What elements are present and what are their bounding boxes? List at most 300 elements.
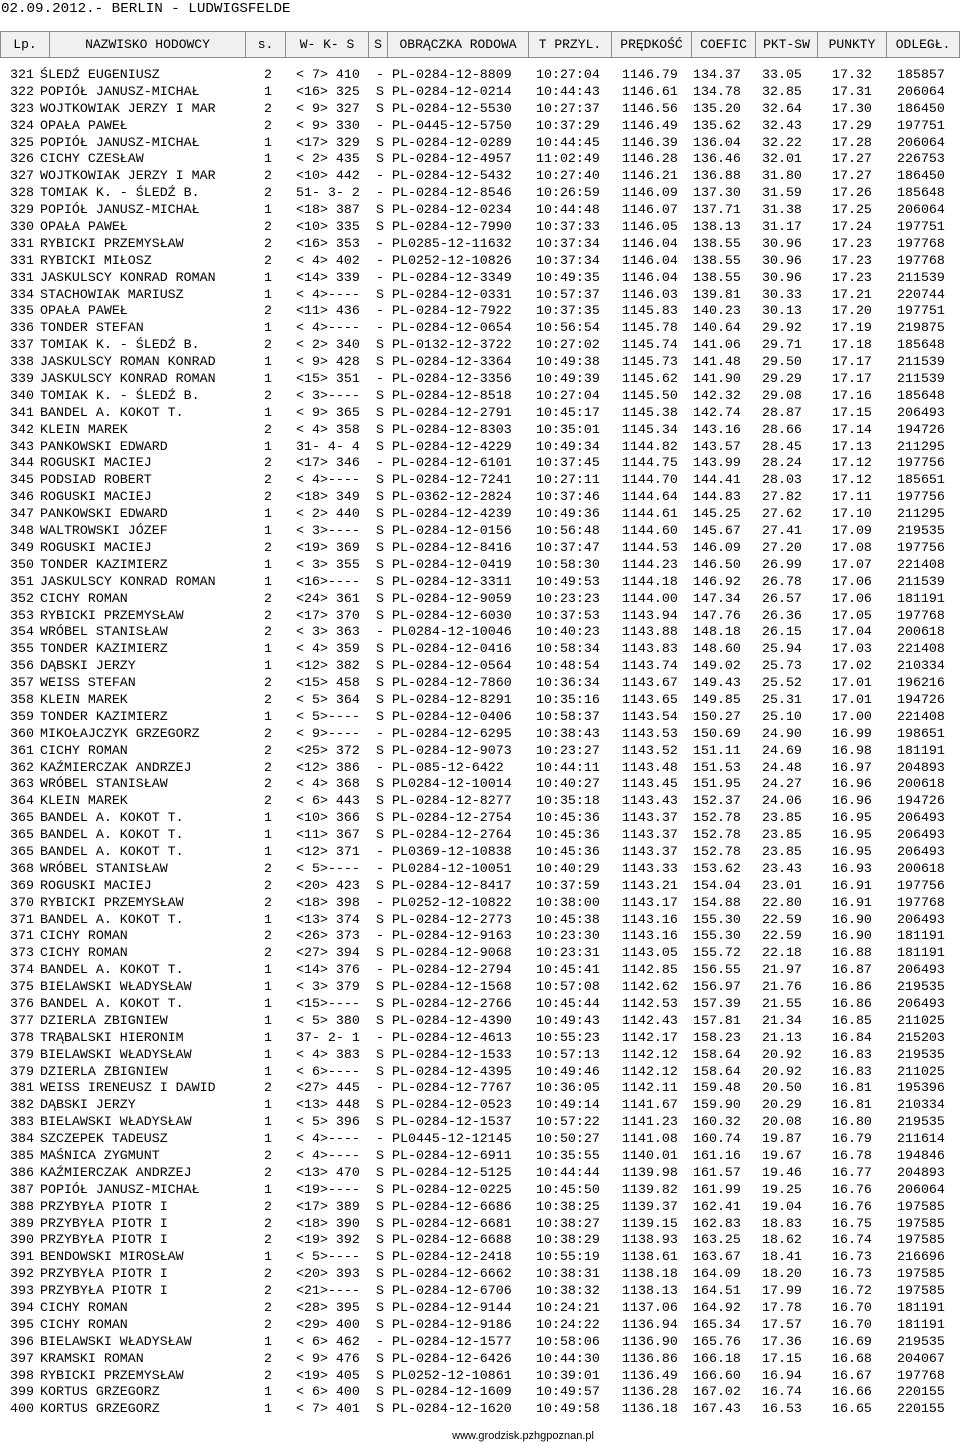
cell-punkty: 16.83 bbox=[832, 1046, 872, 1062]
cell-s: 2 bbox=[264, 539, 272, 555]
cell-pktsw: 28.03 bbox=[762, 472, 802, 488]
cell-pktsw: 28.87 bbox=[762, 404, 802, 420]
cell-przyl: 10:45:44 bbox=[536, 995, 600, 1011]
cell-s2: S bbox=[376, 1198, 384, 1214]
cell-wks: <29> 400 bbox=[296, 1316, 360, 1332]
cell-nazwisko: BANDEL A. KOKOT T. bbox=[40, 995, 184, 1011]
cell-predkosc: 1143.74 bbox=[622, 658, 678, 674]
cell-odlegl: 197768 bbox=[897, 235, 945, 251]
cell-punkty: 16.98 bbox=[832, 742, 872, 758]
cell-obraczka: PL-0284-12-5530 bbox=[392, 100, 512, 116]
cell-lp: 345 bbox=[10, 472, 34, 488]
cell-s: 2 bbox=[264, 1198, 272, 1214]
cell-punkty: 16.95 bbox=[832, 843, 872, 859]
cell-lp: 339 bbox=[10, 371, 34, 387]
cell-lp: 388 bbox=[10, 1198, 34, 1214]
table-row bbox=[0, 1351, 960, 1368]
cell-wks: <17> 346 bbox=[296, 455, 360, 471]
cell-wks: < 3>---- bbox=[296, 387, 360, 403]
table-row bbox=[0, 810, 960, 827]
cell-pktsw: 28.45 bbox=[762, 438, 802, 454]
cell-s2: S bbox=[376, 1232, 384, 1248]
cell-nazwisko: ROGUSKI MACIEJ bbox=[40, 539, 152, 555]
cell-predkosc: 1146.04 bbox=[622, 252, 678, 268]
cell-wks: <13> 470 bbox=[296, 1164, 360, 1180]
cell-s: 1 bbox=[264, 1063, 272, 1079]
cell-s: 1 bbox=[264, 995, 272, 1011]
cell-odlegl: 219875 bbox=[897, 320, 945, 336]
cell-przyl: 10:45:41 bbox=[536, 962, 600, 978]
cell-s2: S bbox=[376, 573, 384, 589]
table-row bbox=[0, 523, 960, 540]
cell-punkty: 17.23 bbox=[832, 235, 872, 251]
cell-obraczka: PL0285-12-11632 bbox=[392, 235, 512, 251]
cell-przyl: 10:55:19 bbox=[536, 1249, 600, 1265]
cell-nazwisko: CICHY ROMAN bbox=[40, 1300, 128, 1316]
cell-obraczka: PL-0284-12-6662 bbox=[392, 1266, 512, 1282]
cell-nazwisko: PRZYBYŁA PIOTR I bbox=[40, 1215, 168, 1231]
cell-przyl: 10:48:54 bbox=[536, 658, 600, 674]
cell-obraczka: PL-0284-12-2773 bbox=[392, 911, 512, 927]
cell-lp: 353 bbox=[10, 607, 34, 623]
cell-predkosc: 1145.38 bbox=[622, 404, 678, 420]
cell-obraczka: PL-0284-12-2754 bbox=[392, 810, 512, 826]
cell-odlegl: 204893 bbox=[897, 759, 945, 775]
cell-obraczka: PL-0284-12-6686 bbox=[392, 1198, 512, 1214]
cell-pktsw: 32.22 bbox=[762, 134, 802, 150]
cell-przyl: 10:38:43 bbox=[536, 725, 600, 741]
cell-s: 2 bbox=[264, 472, 272, 488]
cell-s2: S bbox=[376, 134, 384, 150]
cell-przyl: 10:23:31 bbox=[536, 945, 600, 961]
cell-nazwisko: CICHY ROMAN bbox=[40, 1316, 128, 1332]
cell-przyl: 10:37:46 bbox=[536, 489, 600, 505]
table-row bbox=[0, 945, 960, 962]
table-row bbox=[0, 439, 960, 456]
cell-obraczka: PL-085-12-6422 bbox=[392, 759, 504, 775]
cell-predkosc: 1146.21 bbox=[622, 168, 678, 184]
cell-punkty: 17.28 bbox=[832, 134, 872, 150]
cell-nazwisko: MIKOŁAJCZYK GRZEGORZ bbox=[40, 725, 200, 741]
cell-s: 1 bbox=[264, 134, 272, 150]
cell-coefic: 149.85 bbox=[693, 691, 741, 707]
cell-odlegl: 197585 bbox=[897, 1266, 945, 1282]
cell-coefic: 134.78 bbox=[693, 83, 741, 99]
cell-nazwisko: PANKOWSKI EDWARD bbox=[40, 438, 168, 454]
cell-lp: 351 bbox=[10, 573, 34, 589]
cell-s2: S bbox=[376, 1063, 384, 1079]
cell-punkty: 17.02 bbox=[832, 658, 872, 674]
cell-przyl: 10:37:34 bbox=[536, 252, 600, 268]
cell-nazwisko: WEISS STEFAN bbox=[40, 675, 136, 691]
cell-pktsw: 16.74 bbox=[762, 1384, 802, 1400]
cell-pktsw: 25.73 bbox=[762, 658, 802, 674]
cell-obraczka: PL-0284-12-0234 bbox=[392, 202, 512, 218]
cell-predkosc: 1142.43 bbox=[622, 1012, 678, 1028]
cell-przyl: 10:50:27 bbox=[536, 1131, 600, 1147]
table-row bbox=[0, 591, 960, 608]
cell-s: 2 bbox=[264, 1283, 272, 1299]
cell-nazwisko: TOMIAK K. - ŚLEDŹ B. bbox=[40, 337, 200, 353]
cell-pktsw: 33.05 bbox=[762, 67, 802, 82]
cell-pktsw: 32.01 bbox=[762, 151, 802, 167]
cell-punkty: 17.01 bbox=[832, 675, 872, 691]
cell-nazwisko: BIELAWSKI WŁADYSŁAW bbox=[40, 1114, 192, 1130]
cell-s: 1 bbox=[264, 1114, 272, 1130]
cell-pktsw: 30.96 bbox=[762, 252, 802, 268]
cell-obraczka: PL-0284-12-6101 bbox=[392, 455, 512, 471]
cell-predkosc: 1143.37 bbox=[622, 827, 678, 843]
cell-predkosc: 1138.93 bbox=[622, 1232, 678, 1248]
cell-obraczka: PL-0284-12-9163 bbox=[392, 928, 512, 944]
table-row bbox=[0, 1401, 960, 1418]
cell-s2: S bbox=[376, 337, 384, 353]
cell-przyl: 10:55:23 bbox=[536, 1029, 600, 1045]
cell-predkosc: 1144.60 bbox=[622, 523, 678, 539]
cell-obraczka: PL-0284-12-9186 bbox=[392, 1316, 512, 1332]
table-row bbox=[0, 1182, 960, 1199]
cell-odlegl: 197768 bbox=[897, 607, 945, 623]
cell-coefic: 154.04 bbox=[693, 877, 741, 893]
cell-coefic: 137.30 bbox=[693, 185, 741, 201]
table-row bbox=[0, 793, 960, 810]
cell-nazwisko: PRZYBYŁA PIOTR I bbox=[40, 1232, 168, 1248]
cell-odlegl: 200618 bbox=[897, 776, 945, 792]
cell-coefic: 144.83 bbox=[693, 489, 741, 505]
cell-pktsw: 24.90 bbox=[762, 725, 802, 741]
header-s2: S bbox=[369, 32, 388, 57]
cell-punkty: 17.09 bbox=[832, 523, 872, 539]
cell-odlegl: 200618 bbox=[897, 624, 945, 640]
cell-s: 2 bbox=[264, 877, 272, 893]
cell-s: 2 bbox=[264, 675, 272, 691]
cell-punkty: 17.31 bbox=[832, 83, 872, 99]
cell-s2: S bbox=[376, 556, 384, 572]
cell-s2: S bbox=[376, 472, 384, 488]
table-row bbox=[0, 1047, 960, 1064]
cell-lp: 352 bbox=[10, 590, 34, 606]
cell-lp: 382 bbox=[10, 1097, 34, 1113]
cell-punkty: 16.90 bbox=[832, 911, 872, 927]
cell-wks: <18> 390 bbox=[296, 1215, 360, 1231]
cell-s2: S bbox=[376, 219, 384, 235]
cell-s2: - bbox=[376, 1080, 384, 1096]
cell-s: 1 bbox=[264, 810, 272, 826]
cell-s2: - bbox=[376, 371, 384, 387]
cell-s2: S bbox=[376, 1164, 384, 1180]
cell-punkty: 16.73 bbox=[832, 1249, 872, 1265]
cell-przyl: 10:27:04 bbox=[536, 67, 600, 82]
cell-obraczka: PL-0284-12-9144 bbox=[392, 1300, 512, 1316]
cell-obraczka: PL-0362-12-2824 bbox=[392, 489, 512, 505]
cell-predkosc: 1145.74 bbox=[622, 337, 678, 353]
cell-coefic: 138.55 bbox=[693, 235, 741, 251]
cell-predkosc: 1145.34 bbox=[622, 421, 678, 437]
cell-obraczka: PL0284-12-10051 bbox=[392, 860, 512, 876]
cell-obraczka: PL-0284-12-4229 bbox=[392, 438, 512, 454]
page-title: 02.09.2012.- BERLIN - LUDWIGSFELDE bbox=[1, 1, 291, 17]
cell-predkosc: 1146.28 bbox=[622, 151, 678, 167]
cell-wks: <20> 393 bbox=[296, 1266, 360, 1282]
cell-pktsw: 18.41 bbox=[762, 1249, 802, 1265]
cell-pktsw: 29.50 bbox=[762, 354, 802, 370]
cell-coefic: 141.90 bbox=[693, 371, 741, 387]
cell-odlegl: 197751 bbox=[897, 219, 945, 235]
cell-pktsw: 18.62 bbox=[762, 1232, 802, 1248]
cell-punkty: 16.81 bbox=[832, 1097, 872, 1113]
cell-predkosc: 1143.21 bbox=[622, 877, 678, 893]
cell-przyl: 10:40:29 bbox=[536, 860, 600, 876]
table-row bbox=[0, 675, 960, 692]
cell-przyl: 10:27:02 bbox=[536, 337, 600, 353]
cell-obraczka: PL-0284-12-8303 bbox=[392, 421, 512, 437]
cell-nazwisko: KLEIN MAREK bbox=[40, 691, 128, 707]
cell-predkosc: 1144.53 bbox=[622, 539, 678, 555]
cell-predkosc: 1146.04 bbox=[622, 269, 678, 285]
cell-nazwisko: STACHOWIAK MARIUSZ bbox=[40, 286, 184, 302]
cell-przyl: 10:27:11 bbox=[536, 472, 600, 488]
cell-odlegl: 197768 bbox=[897, 894, 945, 910]
table-row bbox=[0, 405, 960, 422]
cell-obraczka: PL-0284-12-6426 bbox=[392, 1350, 512, 1366]
cell-odlegl: 194726 bbox=[897, 691, 945, 707]
cell-punkty: 17.07 bbox=[832, 556, 872, 572]
cell-coefic: 166.60 bbox=[693, 1367, 741, 1383]
cell-s: 1 bbox=[264, 269, 272, 285]
cell-pktsw: 23.43 bbox=[762, 860, 802, 876]
cell-pktsw: 20.50 bbox=[762, 1080, 802, 1096]
cell-coefic: 150.69 bbox=[693, 725, 741, 741]
cell-obraczka: PL-0284-12-9073 bbox=[392, 742, 512, 758]
cell-wks: < 6> 400 bbox=[296, 1384, 360, 1400]
cell-przyl: 10:44:43 bbox=[536, 83, 600, 99]
cell-odlegl: 200618 bbox=[897, 860, 945, 876]
cell-lp: 359 bbox=[10, 708, 34, 724]
cell-s: 1 bbox=[264, 404, 272, 420]
cell-s: 2 bbox=[264, 1367, 272, 1383]
cell-coefic: 159.90 bbox=[693, 1097, 741, 1113]
table-row bbox=[0, 506, 960, 523]
cell-nazwisko: KAŹMIERCZAK ANDRZEJ bbox=[40, 759, 192, 775]
cell-pktsw: 20.92 bbox=[762, 1046, 802, 1062]
cell-odlegl: 211539 bbox=[897, 573, 945, 589]
cell-obraczka: PL-0445-12-5750 bbox=[392, 117, 512, 133]
table-row bbox=[0, 320, 960, 337]
cell-przyl: 10:27:04 bbox=[536, 387, 600, 403]
cell-wks: <24> 361 bbox=[296, 590, 360, 606]
footer-url: www.grodzisk.pzhgpoznan.pl bbox=[452, 1430, 594, 1442]
cell-s: 2 bbox=[264, 894, 272, 910]
cell-odlegl: 220155 bbox=[897, 1401, 945, 1417]
cell-predkosc: 1143.43 bbox=[622, 793, 678, 809]
cell-s2: - bbox=[376, 759, 384, 775]
cell-s2: - bbox=[376, 962, 384, 978]
cell-pktsw: 26.99 bbox=[762, 556, 802, 572]
table-row bbox=[0, 1097, 960, 1114]
cell-punkty: 16.97 bbox=[832, 759, 872, 775]
cell-wks: < 6> 443 bbox=[296, 793, 360, 809]
cell-s2: S bbox=[376, 1215, 384, 1231]
cell-punkty: 17.19 bbox=[832, 320, 872, 336]
cell-s: 2 bbox=[264, 1350, 272, 1366]
cell-predkosc: 1143.94 bbox=[622, 607, 678, 623]
cell-lp: 356 bbox=[10, 658, 34, 674]
cell-punkty: 17.00 bbox=[832, 708, 872, 724]
cell-odlegl: 185651 bbox=[897, 472, 945, 488]
cell-lp: 327 bbox=[10, 168, 34, 184]
cell-pktsw: 30.13 bbox=[762, 303, 802, 319]
cell-pktsw: 27.82 bbox=[762, 489, 802, 505]
cell-pktsw: 26.36 bbox=[762, 607, 802, 623]
cell-wks: 37- 2- 1 bbox=[296, 1029, 360, 1045]
cell-obraczka: PL-0284-12-0156 bbox=[392, 523, 512, 539]
cell-s: 1 bbox=[264, 827, 272, 843]
cell-przyl: 10:24:21 bbox=[536, 1300, 600, 1316]
cell-s: 2 bbox=[264, 1164, 272, 1180]
cell-pktsw: 26.78 bbox=[762, 573, 802, 589]
cell-wks: < 2> 340 bbox=[296, 337, 360, 353]
table-row bbox=[0, 371, 960, 388]
cell-s: 2 bbox=[264, 759, 272, 775]
cell-s2: S bbox=[376, 1283, 384, 1299]
cell-nazwisko: KRAMSKI ROMAN bbox=[40, 1350, 144, 1366]
cell-punkty: 16.76 bbox=[832, 1198, 872, 1214]
cell-obraczka: PL-0284-12-0564 bbox=[392, 658, 512, 674]
table-row bbox=[0, 709, 960, 726]
cell-s2: S bbox=[376, 489, 384, 505]
cell-lp: 398 bbox=[10, 1367, 34, 1383]
cell-s: 1 bbox=[264, 354, 272, 370]
cell-nazwisko: WRÓBEL STANISŁAW bbox=[40, 776, 168, 792]
cell-predkosc: 1142.53 bbox=[622, 995, 678, 1011]
cell-punkty: 16.81 bbox=[832, 1080, 872, 1096]
cell-nazwisko: BANDEL A. KOKOT T. bbox=[40, 962, 184, 978]
cell-nazwisko: DZIERLA ZBIGNIEW bbox=[40, 1012, 168, 1028]
cell-s: 1 bbox=[264, 911, 272, 927]
cell-predkosc: 1144.70 bbox=[622, 472, 678, 488]
table-row bbox=[0, 236, 960, 253]
cell-obraczka: PL-0284-12-9068 bbox=[392, 945, 512, 961]
cell-lp: 330 bbox=[10, 219, 34, 235]
cell-lp: 369 bbox=[10, 877, 34, 893]
cell-nazwisko: RYBICKI PRZEMYSŁAW bbox=[40, 607, 184, 623]
cell-odlegl: 206493 bbox=[897, 995, 945, 1011]
cell-predkosc: 1143.16 bbox=[622, 911, 678, 927]
cell-przyl: 10:58:06 bbox=[536, 1333, 600, 1349]
cell-nazwisko: PRZYBYŁA PIOTR I bbox=[40, 1198, 168, 1214]
table-row bbox=[0, 1266, 960, 1283]
cell-wks: <11> 367 bbox=[296, 827, 360, 843]
cell-wks: < 4>---- bbox=[296, 320, 360, 336]
cell-wks: <17> 370 bbox=[296, 607, 360, 623]
cell-przyl: 10:49:58 bbox=[536, 1401, 600, 1417]
cell-punkty: 16.68 bbox=[832, 1350, 872, 1366]
cell-predkosc: 1139.98 bbox=[622, 1164, 678, 1180]
cell-wks: <10> 442 bbox=[296, 168, 360, 184]
cell-s: 2 bbox=[264, 100, 272, 116]
cell-lp: 343 bbox=[10, 438, 34, 454]
cell-pktsw: 25.31 bbox=[762, 691, 802, 707]
cell-pktsw: 30.96 bbox=[762, 269, 802, 285]
cell-przyl: 10:49:36 bbox=[536, 506, 600, 522]
cell-s: 2 bbox=[264, 185, 272, 201]
cell-coefic: 167.43 bbox=[693, 1401, 741, 1417]
cell-wks: < 4>---- bbox=[296, 286, 360, 302]
cell-wks: < 3>---- bbox=[296, 523, 360, 539]
cell-lp: 393 bbox=[10, 1283, 34, 1299]
cell-lp: 324 bbox=[10, 117, 34, 133]
cell-obraczka: PL-0284-12-0289 bbox=[392, 134, 512, 150]
cell-wks: < 5>---- bbox=[296, 860, 360, 876]
cell-s: 2 bbox=[264, 252, 272, 268]
table-row bbox=[0, 1249, 960, 1266]
cell-predkosc: 1146.56 bbox=[622, 100, 678, 116]
cell-pktsw: 17.78 bbox=[762, 1300, 802, 1316]
cell-s: 1 bbox=[264, 438, 272, 454]
cell-odlegl: 185648 bbox=[897, 387, 945, 403]
cell-przyl: 10:56:48 bbox=[536, 523, 600, 539]
cell-s: 1 bbox=[264, 843, 272, 859]
cell-wks: <11> 436 bbox=[296, 303, 360, 319]
cell-coefic: 152.37 bbox=[693, 793, 741, 809]
cell-odlegl: 221408 bbox=[897, 708, 945, 724]
cell-nazwisko: JASKULSCY KONRAD ROMAN bbox=[40, 573, 216, 589]
table-row bbox=[0, 1384, 960, 1401]
cell-punkty: 17.18 bbox=[832, 337, 872, 353]
table-row bbox=[0, 1216, 960, 1233]
cell-wks: < 5> 364 bbox=[296, 691, 360, 707]
cell-pktsw: 18.83 bbox=[762, 1215, 802, 1231]
cell-s2: - bbox=[376, 1131, 384, 1147]
cell-lp: 396 bbox=[10, 1333, 34, 1349]
cell-predkosc: 1139.37 bbox=[622, 1198, 678, 1214]
cell-przyl: 10:44:48 bbox=[536, 202, 600, 218]
cell-s2: S bbox=[376, 1249, 384, 1265]
cell-punkty: 17.27 bbox=[832, 168, 872, 184]
table-row bbox=[0, 1080, 960, 1097]
table-row bbox=[0, 996, 960, 1013]
cell-punkty: 16.65 bbox=[832, 1401, 872, 1417]
cell-odlegl: 210334 bbox=[897, 658, 945, 674]
cell-lp: 323 bbox=[10, 100, 34, 116]
cell-punkty: 17.29 bbox=[832, 117, 872, 133]
cell-nazwisko: KLEIN MAREK bbox=[40, 421, 128, 437]
cell-lp: 354 bbox=[10, 624, 34, 640]
cell-predkosc: 1142.17 bbox=[622, 1029, 678, 1045]
cell-nazwisko: WOJTKOWIAK JERZY I MAR bbox=[40, 168, 216, 184]
cell-nazwisko: RYBICKI PRZEMYSŁAW bbox=[40, 894, 184, 910]
cell-predkosc: 1146.03 bbox=[622, 286, 678, 302]
cell-wks: < 5> 380 bbox=[296, 1012, 360, 1028]
cell-coefic: 147.76 bbox=[693, 607, 741, 623]
cell-predkosc: 1141.23 bbox=[622, 1114, 678, 1130]
cell-obraczka: PL-0284-12-1533 bbox=[392, 1046, 512, 1062]
header-punkty: PUNKTY bbox=[818, 32, 887, 57]
cell-punkty: 16.83 bbox=[832, 1063, 872, 1079]
table-row bbox=[0, 270, 960, 287]
cell-obraczka: PL-0284-12-0331 bbox=[392, 286, 512, 302]
cell-wks: < 4> 368 bbox=[296, 776, 360, 792]
cell-coefic: 163.25 bbox=[693, 1232, 741, 1248]
cell-punkty: 16.76 bbox=[832, 1181, 872, 1197]
table-row bbox=[0, 303, 960, 320]
cell-coefic: 161.57 bbox=[693, 1164, 741, 1180]
cell-pktsw: 21.34 bbox=[762, 1012, 802, 1028]
cell-wks: < 5> 396 bbox=[296, 1114, 360, 1130]
cell-wks: <19> 405 bbox=[296, 1367, 360, 1383]
cell-lp: 387 bbox=[10, 1181, 34, 1197]
cell-wks: < 4>---- bbox=[296, 472, 360, 488]
